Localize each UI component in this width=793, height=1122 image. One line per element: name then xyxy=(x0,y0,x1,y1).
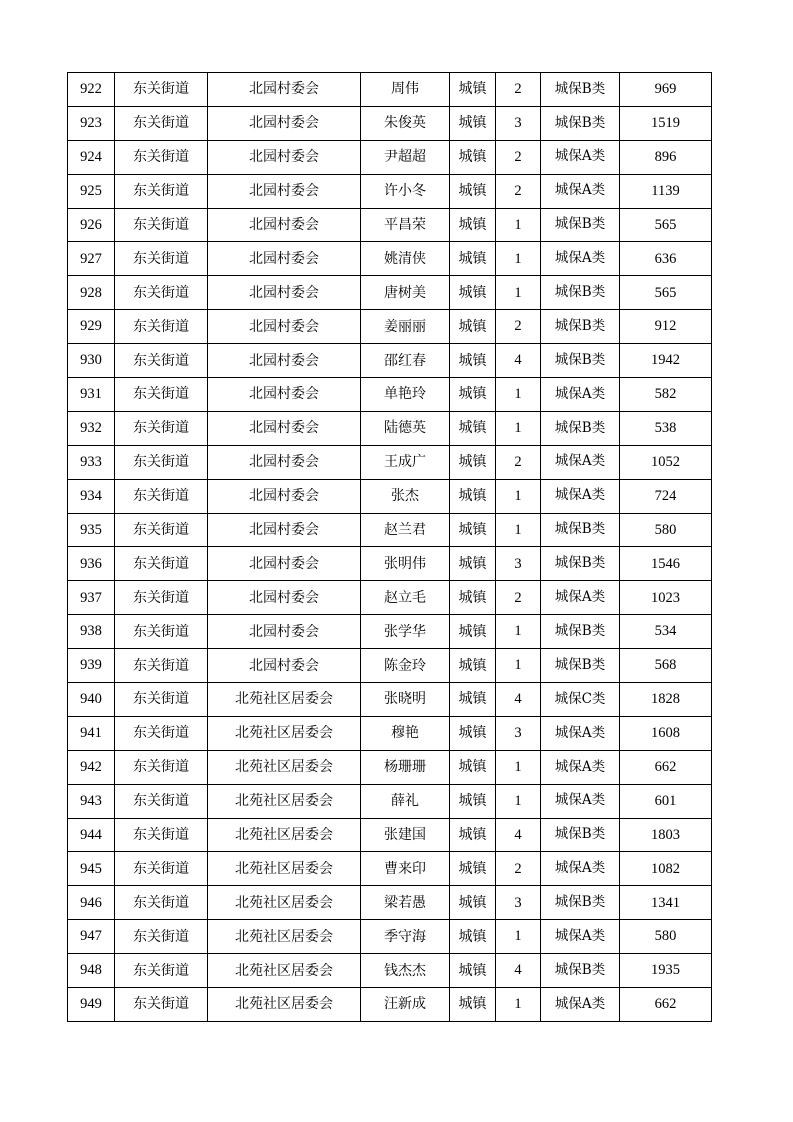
amount-cell: 565 xyxy=(620,276,712,310)
name-cell: 平昌荣 xyxy=(361,208,450,242)
category-cell: 城保A类 xyxy=(541,242,620,276)
amount-cell: 1052 xyxy=(620,445,712,479)
category-cell: 城保A类 xyxy=(541,716,620,750)
amount-cell: 1608 xyxy=(620,716,712,750)
committee-cell: 北园村委会 xyxy=(208,174,361,208)
name-cell: 周伟 xyxy=(361,73,450,107)
member-count-cell: 2 xyxy=(496,852,541,886)
table-row xyxy=(68,140,712,174)
category-cell: 城保B类 xyxy=(541,818,620,852)
member-count-cell: 1 xyxy=(496,615,541,649)
household-type-cell: 城镇 xyxy=(450,344,496,378)
committee-cell: 北园村委会 xyxy=(208,445,361,479)
table-row xyxy=(68,378,712,412)
serial-number-cell: 930 xyxy=(68,344,115,378)
household-type-cell: 城镇 xyxy=(450,276,496,310)
table-row xyxy=(68,276,712,310)
table-row xyxy=(68,513,712,547)
subdistrict-cell: 东关街道 xyxy=(115,140,208,174)
household-type-cell: 城镇 xyxy=(450,716,496,750)
household-type-cell: 城镇 xyxy=(450,818,496,852)
table-row xyxy=(68,954,712,988)
name-cell: 赵兰君 xyxy=(361,513,450,547)
name-cell: 许小冬 xyxy=(361,174,450,208)
serial-number-cell: 928 xyxy=(68,276,115,310)
committee-cell: 北苑社区居委会 xyxy=(208,750,361,784)
committee-cell: 北园村委会 xyxy=(208,310,361,344)
member-count-cell: 2 xyxy=(496,445,541,479)
category-cell: 城保B类 xyxy=(541,954,620,988)
table-row xyxy=(68,479,712,513)
category-cell: 城保B类 xyxy=(541,547,620,581)
serial-number-cell: 945 xyxy=(68,852,115,886)
table-row xyxy=(68,106,712,140)
committee-cell: 北苑社区居委会 xyxy=(208,954,361,988)
name-cell: 陆德英 xyxy=(361,411,450,445)
category-cell: 城保A类 xyxy=(541,784,620,818)
serial-number-cell: 941 xyxy=(68,716,115,750)
household-type-cell: 城镇 xyxy=(450,750,496,784)
category-cell: 城保B类 xyxy=(541,615,620,649)
table-row xyxy=(68,886,712,920)
amount-cell: 1942 xyxy=(620,344,712,378)
table-row xyxy=(68,411,712,445)
amount-cell: 582 xyxy=(620,378,712,412)
amount-cell: 568 xyxy=(620,649,712,683)
name-cell: 张晓明 xyxy=(361,683,450,717)
subdistrict-cell: 东关街道 xyxy=(115,411,208,445)
committee-cell: 北园村委会 xyxy=(208,378,361,412)
household-type-cell: 城镇 xyxy=(450,615,496,649)
committee-cell: 北园村委会 xyxy=(208,242,361,276)
household-type-cell: 城镇 xyxy=(450,73,496,107)
amount-cell: 969 xyxy=(620,73,712,107)
amount-cell: 1546 xyxy=(620,547,712,581)
serial-number-cell: 948 xyxy=(68,954,115,988)
committee-cell: 北园村委会 xyxy=(208,513,361,547)
subdistrict-cell: 东关街道 xyxy=(115,615,208,649)
household-type-cell: 城镇 xyxy=(450,513,496,547)
committee-cell: 北苑社区居委会 xyxy=(208,920,361,954)
serial-number-cell: 935 xyxy=(68,513,115,547)
table-row xyxy=(68,242,712,276)
member-count-cell: 4 xyxy=(496,344,541,378)
committee-cell: 北园村委会 xyxy=(208,479,361,513)
subdistrict-cell: 东关街道 xyxy=(115,276,208,310)
household-type-cell: 城镇 xyxy=(450,242,496,276)
name-cell: 钱杰杰 xyxy=(361,954,450,988)
member-count-cell: 2 xyxy=(496,73,541,107)
category-cell: 城保A类 xyxy=(541,445,620,479)
committee-cell: 北园村委会 xyxy=(208,73,361,107)
member-count-cell: 1 xyxy=(496,750,541,784)
member-count-cell: 2 xyxy=(496,581,541,615)
amount-cell: 538 xyxy=(620,411,712,445)
member-count-cell: 1 xyxy=(496,920,541,954)
household-type-cell: 城镇 xyxy=(450,649,496,683)
subdistrict-cell: 东关街道 xyxy=(115,547,208,581)
serial-number-cell: 943 xyxy=(68,784,115,818)
committee-cell: 北苑社区居委会 xyxy=(208,886,361,920)
household-type-cell: 城镇 xyxy=(450,208,496,242)
subdistrict-cell: 东关街道 xyxy=(115,784,208,818)
table-row xyxy=(68,784,712,818)
subdistrict-cell: 东关街道 xyxy=(115,649,208,683)
household-type-cell: 城镇 xyxy=(450,852,496,886)
table-row xyxy=(68,73,712,107)
member-count-cell: 4 xyxy=(496,818,541,852)
household-type-cell: 城镇 xyxy=(450,378,496,412)
serial-number-cell: 937 xyxy=(68,581,115,615)
serial-number-cell: 934 xyxy=(68,479,115,513)
amount-cell: 1341 xyxy=(620,886,712,920)
serial-number-cell: 922 xyxy=(68,73,115,107)
household-type-cell: 城镇 xyxy=(450,479,496,513)
committee-cell: 北园村委会 xyxy=(208,615,361,649)
committee-cell: 北园村委会 xyxy=(208,411,361,445)
table-row xyxy=(68,581,712,615)
category-cell: 城保A类 xyxy=(541,988,620,1022)
household-type-cell: 城镇 xyxy=(450,445,496,479)
committee-cell: 北园村委会 xyxy=(208,581,361,615)
subdistrict-cell: 东关街道 xyxy=(115,344,208,378)
name-cell: 邵红春 xyxy=(361,344,450,378)
amount-cell: 580 xyxy=(620,513,712,547)
household-type-cell: 城镇 xyxy=(450,140,496,174)
subdistrict-cell: 东关街道 xyxy=(115,445,208,479)
category-cell: 城保A类 xyxy=(541,378,620,412)
serial-number-cell: 931 xyxy=(68,378,115,412)
amount-cell: 912 xyxy=(620,310,712,344)
serial-number-cell: 938 xyxy=(68,615,115,649)
committee-cell: 北苑社区居委会 xyxy=(208,784,361,818)
household-type-cell: 城镇 xyxy=(450,988,496,1022)
amount-cell: 724 xyxy=(620,479,712,513)
serial-number-cell: 926 xyxy=(68,208,115,242)
table-row xyxy=(68,615,712,649)
category-cell: 城保A类 xyxy=(541,852,620,886)
subdistrict-cell: 东关街道 xyxy=(115,208,208,242)
category-cell: 城保C类 xyxy=(541,683,620,717)
subdistrict-cell: 东关街道 xyxy=(115,818,208,852)
member-count-cell: 1 xyxy=(496,479,541,513)
subdistrict-cell: 东关街道 xyxy=(115,378,208,412)
category-cell: 城保B类 xyxy=(541,276,620,310)
committee-cell: 北苑社区居委会 xyxy=(208,683,361,717)
serial-number-cell: 939 xyxy=(68,649,115,683)
table-row xyxy=(68,547,712,581)
amount-cell: 896 xyxy=(620,140,712,174)
household-type-cell: 城镇 xyxy=(450,411,496,445)
name-cell: 曹来印 xyxy=(361,852,450,886)
serial-number-cell: 947 xyxy=(68,920,115,954)
name-cell: 赵立毛 xyxy=(361,581,450,615)
roster-table xyxy=(67,72,712,1022)
table-row xyxy=(68,818,712,852)
subdistrict-cell: 东关街道 xyxy=(115,852,208,886)
table-row xyxy=(68,174,712,208)
household-type-cell: 城镇 xyxy=(450,784,496,818)
category-cell: 城保A类 xyxy=(541,174,620,208)
category-cell: 城保A类 xyxy=(541,920,620,954)
name-cell: 单艳玲 xyxy=(361,378,450,412)
member-count-cell: 1 xyxy=(496,242,541,276)
subdistrict-cell: 东关街道 xyxy=(115,886,208,920)
member-count-cell: 4 xyxy=(496,683,541,717)
table-row xyxy=(68,208,712,242)
committee-cell: 北园村委会 xyxy=(208,140,361,174)
serial-number-cell: 923 xyxy=(68,106,115,140)
committee-cell: 北苑社区居委会 xyxy=(208,988,361,1022)
amount-cell: 662 xyxy=(620,988,712,1022)
amount-cell: 534 xyxy=(620,615,712,649)
subdistrict-cell: 东关街道 xyxy=(115,73,208,107)
table-row xyxy=(68,750,712,784)
table-row xyxy=(68,344,712,378)
amount-cell: 1082 xyxy=(620,852,712,886)
committee-cell: 北园村委会 xyxy=(208,276,361,310)
table-row xyxy=(68,445,712,479)
name-cell: 张杰 xyxy=(361,479,450,513)
table-row xyxy=(68,649,712,683)
serial-number-cell: 944 xyxy=(68,818,115,852)
subdistrict-cell: 东关街道 xyxy=(115,106,208,140)
member-count-cell: 3 xyxy=(496,716,541,750)
member-count-cell: 1 xyxy=(496,208,541,242)
name-cell: 唐树美 xyxy=(361,276,450,310)
subdistrict-cell: 东关街道 xyxy=(115,683,208,717)
subdistrict-cell: 东关街道 xyxy=(115,242,208,276)
name-cell: 尹超超 xyxy=(361,140,450,174)
member-count-cell: 1 xyxy=(496,988,541,1022)
category-cell: 城保B类 xyxy=(541,106,620,140)
name-cell: 陈金玲 xyxy=(361,649,450,683)
household-type-cell: 城镇 xyxy=(450,174,496,208)
member-count-cell: 3 xyxy=(496,547,541,581)
amount-cell: 1828 xyxy=(620,683,712,717)
serial-number-cell: 933 xyxy=(68,445,115,479)
member-count-cell: 4 xyxy=(496,954,541,988)
amount-cell: 1519 xyxy=(620,106,712,140)
household-type-cell: 城镇 xyxy=(450,581,496,615)
name-cell: 薛礼 xyxy=(361,784,450,818)
category-cell: 城保B类 xyxy=(541,208,620,242)
table-row xyxy=(68,852,712,886)
category-cell: 城保B类 xyxy=(541,344,620,378)
household-type-cell: 城镇 xyxy=(450,310,496,344)
roster-table-body xyxy=(68,73,712,1022)
serial-number-cell: 949 xyxy=(68,988,115,1022)
member-count-cell: 2 xyxy=(496,174,541,208)
amount-cell: 1023 xyxy=(620,581,712,615)
subdistrict-cell: 东关街道 xyxy=(115,479,208,513)
member-count-cell: 1 xyxy=(496,378,541,412)
household-type-cell: 城镇 xyxy=(450,954,496,988)
subdistrict-cell: 东关街道 xyxy=(115,174,208,208)
category-cell: 城保A类 xyxy=(541,140,620,174)
name-cell: 王成广 xyxy=(361,445,450,479)
member-count-cell: 3 xyxy=(496,886,541,920)
category-cell: 城保B类 xyxy=(541,411,620,445)
name-cell: 姜丽丽 xyxy=(361,310,450,344)
household-type-cell: 城镇 xyxy=(450,886,496,920)
name-cell: 杨珊珊 xyxy=(361,750,450,784)
amount-cell: 565 xyxy=(620,208,712,242)
amount-cell: 580 xyxy=(620,920,712,954)
household-type-cell: 城镇 xyxy=(450,920,496,954)
category-cell: 城保A类 xyxy=(541,479,620,513)
subdistrict-cell: 东关街道 xyxy=(115,920,208,954)
committee-cell: 北苑社区居委会 xyxy=(208,818,361,852)
category-cell: 城保B类 xyxy=(541,886,620,920)
serial-number-cell: 929 xyxy=(68,310,115,344)
name-cell: 姚清侠 xyxy=(361,242,450,276)
name-cell: 汪新成 xyxy=(361,988,450,1022)
member-count-cell: 1 xyxy=(496,513,541,547)
committee-cell: 北园村委会 xyxy=(208,106,361,140)
name-cell: 张明伟 xyxy=(361,547,450,581)
member-count-cell: 1 xyxy=(496,411,541,445)
name-cell: 穆艳 xyxy=(361,716,450,750)
serial-number-cell: 940 xyxy=(68,683,115,717)
member-count-cell: 1 xyxy=(496,649,541,683)
serial-number-cell: 936 xyxy=(68,547,115,581)
committee-cell: 北园村委会 xyxy=(208,547,361,581)
table-row xyxy=(68,920,712,954)
amount-cell: 1935 xyxy=(620,954,712,988)
subdistrict-cell: 东关街道 xyxy=(115,310,208,344)
name-cell: 季守海 xyxy=(361,920,450,954)
subdistrict-cell: 东关街道 xyxy=(115,988,208,1022)
serial-number-cell: 942 xyxy=(68,750,115,784)
amount-cell: 662 xyxy=(620,750,712,784)
household-type-cell: 城镇 xyxy=(450,106,496,140)
category-cell: 城保B类 xyxy=(541,73,620,107)
household-type-cell: 城镇 xyxy=(450,547,496,581)
name-cell: 张学华 xyxy=(361,615,450,649)
committee-cell: 北园村委会 xyxy=(208,208,361,242)
subdistrict-cell: 东关街道 xyxy=(115,954,208,988)
subdistrict-cell: 东关街道 xyxy=(115,581,208,615)
committee-cell: 北苑社区居委会 xyxy=(208,852,361,886)
amount-cell: 1139 xyxy=(620,174,712,208)
committee-cell: 北园村委会 xyxy=(208,344,361,378)
category-cell: 城保B类 xyxy=(541,310,620,344)
name-cell: 朱俊英 xyxy=(361,106,450,140)
serial-number-cell: 946 xyxy=(68,886,115,920)
subdistrict-cell: 东关街道 xyxy=(115,716,208,750)
member-count-cell: 1 xyxy=(496,276,541,310)
serial-number-cell: 927 xyxy=(68,242,115,276)
serial-number-cell: 924 xyxy=(68,140,115,174)
member-count-cell: 2 xyxy=(496,310,541,344)
member-count-cell: 2 xyxy=(496,140,541,174)
amount-cell: 601 xyxy=(620,784,712,818)
table-row xyxy=(68,716,712,750)
table-row xyxy=(68,683,712,717)
name-cell: 张建国 xyxy=(361,818,450,852)
category-cell: 城保A类 xyxy=(541,581,620,615)
household-type-cell: 城镇 xyxy=(450,683,496,717)
amount-cell: 1803 xyxy=(620,818,712,852)
amount-cell: 636 xyxy=(620,242,712,276)
serial-number-cell: 925 xyxy=(68,174,115,208)
subdistrict-cell: 东关街道 xyxy=(115,750,208,784)
category-cell: 城保B类 xyxy=(541,649,620,683)
committee-cell: 北园村委会 xyxy=(208,649,361,683)
serial-number-cell: 932 xyxy=(68,411,115,445)
member-count-cell: 1 xyxy=(496,784,541,818)
subdistrict-cell: 东关街道 xyxy=(115,513,208,547)
name-cell: 梁若愚 xyxy=(361,886,450,920)
committee-cell: 北苑社区居委会 xyxy=(208,716,361,750)
table-row xyxy=(68,310,712,344)
category-cell: 城保A类 xyxy=(541,750,620,784)
member-count-cell: 3 xyxy=(496,106,541,140)
table-row xyxy=(68,988,712,1022)
category-cell: 城保B类 xyxy=(541,513,620,547)
